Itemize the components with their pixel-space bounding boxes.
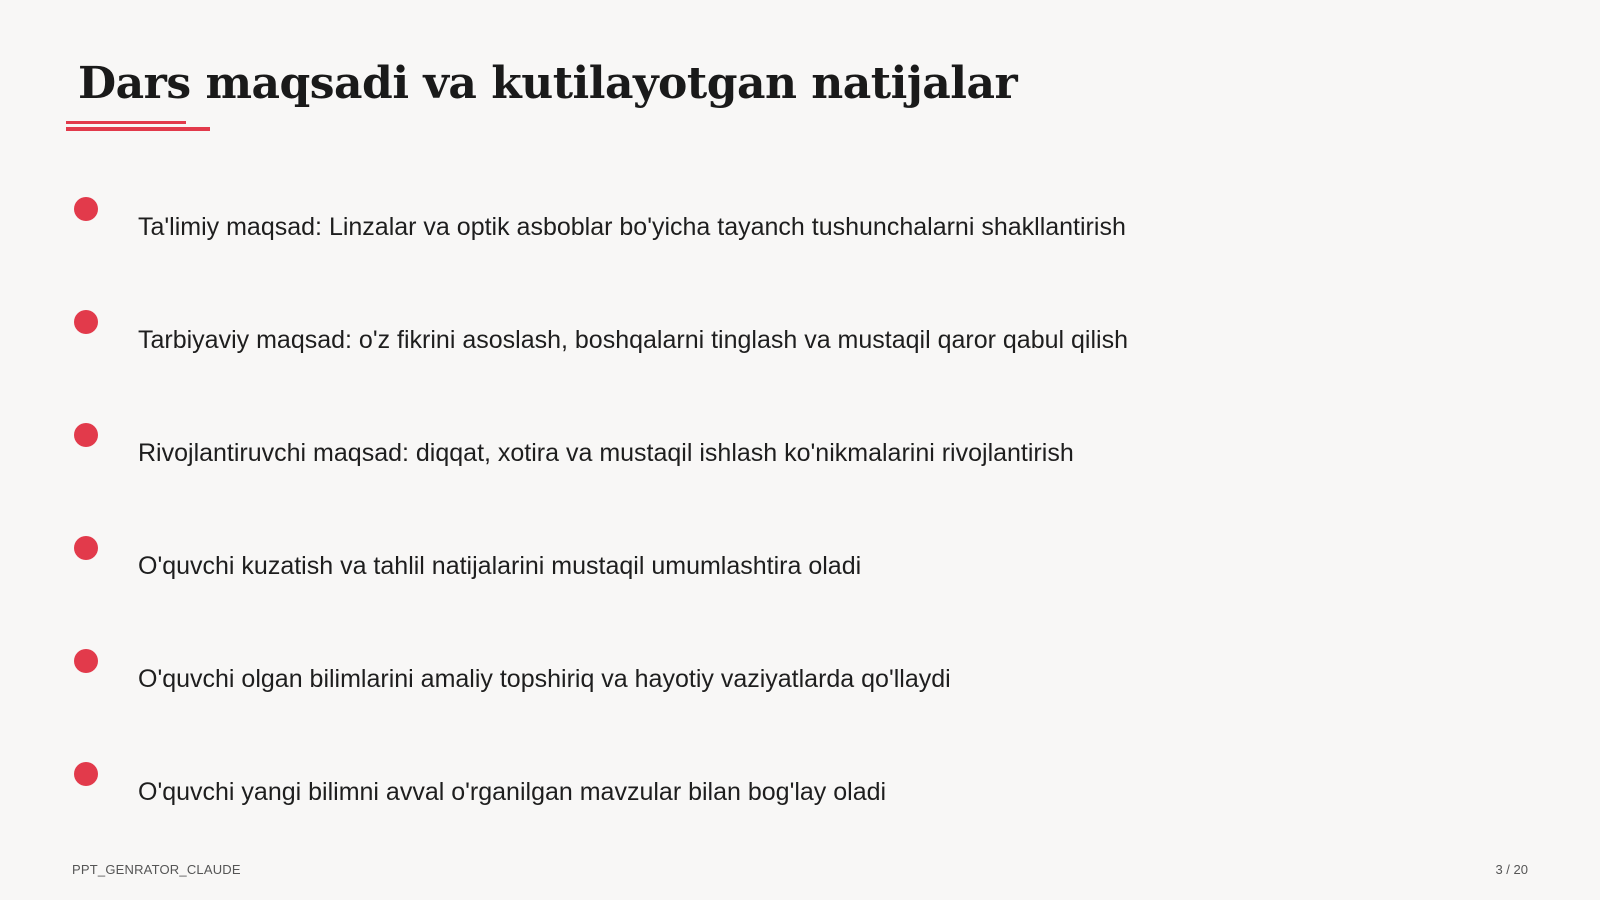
title-underline-accent [66,121,210,131]
bullet-dot-icon [74,310,98,334]
bullet-dot-icon [74,762,98,786]
list-item-text: Rivojlantiruvchi maqsad: diqqat, xotira va mustaqil ishlash ko'nikmalarini rivojlantirish [138,439,1074,467]
slide-title: Dars maqsadi va kutilayotgan natijalar [78,58,1018,109]
underline-stroke-bottom [66,127,210,131]
list-item-text: O'quvchi yangi bilimni avval o'rganilgan mavzular bilan bog'lay oladi [138,778,887,806]
page-number-indicator: 3 / 20 [1495,862,1528,877]
list-item-text: O'quvchi olgan bilimlarini amaliy topshiriq va hayotiy vaziyatlarda qo'llaydi [138,665,951,693]
bullet-dot-icon [74,649,98,673]
list-item-text: O'quvchi kuzatish va tahlil natijalarini mustaqil umumlashtira oladi [138,552,862,580]
list-item-text: Tarbiyaviy maqsad: o'z fikrini asoslash, boshqalarni tinglash va mustaqil qaror qabul qilish [138,326,1128,354]
list-item [0,192,1600,272]
bullet-dot-icon [74,423,98,447]
bullet-dot-icon [74,536,98,560]
list-item-text: Ta'limiy maqsad: Linzalar va optik asboblar bo'yicha tayanch tushunchalarni shakllantirish [138,213,1126,241]
list-item [0,418,1600,498]
list-item [0,757,1600,837]
list-item [0,644,1600,724]
list-item [0,305,1600,385]
list-item [0,531,1600,611]
footer-source-label: PPT_GENRATOR_CLAUDE [72,862,241,877]
bullet-dot-icon [74,197,98,221]
underline-stroke-top [66,121,186,124]
